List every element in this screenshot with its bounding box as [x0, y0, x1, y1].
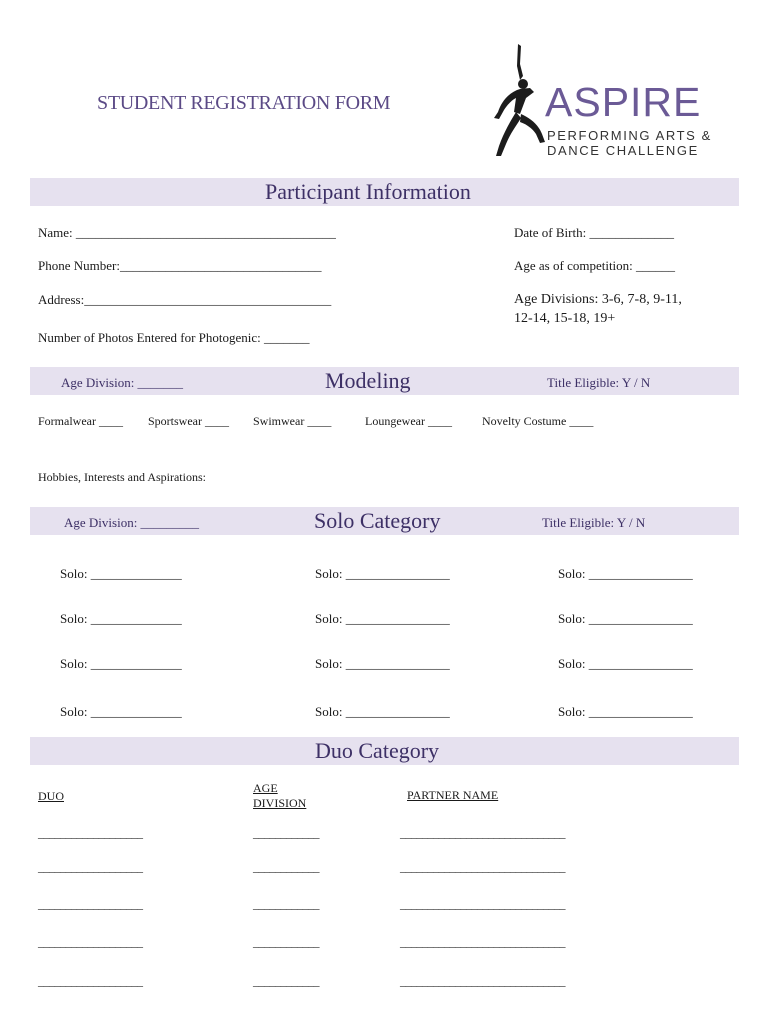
solo-entry[interactable]: Solo: ______________	[60, 611, 182, 626]
solo-entry[interactable]: Solo: ________________	[315, 656, 450, 671]
name-field[interactable]: Name: ________________________________________	[38, 225, 336, 240]
duo-age-input[interactable]: ____________	[253, 860, 319, 874]
solo-section-band	[30, 507, 739, 535]
solo-age-division-field[interactable]: Age Division: _________	[64, 515, 200, 530]
solo-entry[interactable]: Solo: ________________	[558, 704, 693, 719]
solo-entry[interactable]: Solo: ________________	[315, 611, 450, 626]
solo-entry[interactable]: Solo: ______________	[60, 656, 182, 671]
duo-column-header: DUO	[38, 789, 64, 803]
logo-subtitle-line2: DANCE CHALLENGE	[547, 143, 699, 158]
modeling-formalwear[interactable]: Formalwear ____	[38, 414, 123, 428]
solo-entry[interactable]: Solo: ________________	[558, 656, 693, 671]
modeling-section-title: Modeling	[325, 368, 411, 393]
participant-section-title: Participant Information	[265, 179, 471, 204]
solo-entry[interactable]: Solo: ________________	[558, 566, 693, 581]
logo-wordmark: ASPIRE	[545, 79, 702, 125]
duo-age-input[interactable]: ____________	[253, 935, 319, 949]
duo-partner-input[interactable]: ______________________________	[400, 826, 565, 840]
duo-section-band	[30, 737, 739, 765]
duo-name-input[interactable]: ___________________	[38, 935, 143, 949]
participant-section-band	[30, 178, 739, 206]
age-divisions-line2: 12-14, 15-18, 19+	[514, 311, 616, 326]
duo-age-input[interactable]: ____________	[253, 826, 319, 840]
dob-field[interactable]: Date of Birth: _____________	[514, 225, 674, 240]
modeling-novelty-costume[interactable]: Novelty Costume ____	[482, 414, 594, 428]
duo-partner-input[interactable]: ______________________________	[400, 897, 565, 911]
duo-name-input[interactable]: ___________________	[38, 974, 143, 988]
modeling-swimwear[interactable]: Swimwear ____	[253, 414, 332, 428]
solo-entry[interactable]: Solo: ______________	[60, 566, 182, 581]
duo-age-input[interactable]: ____________	[253, 974, 319, 988]
modeling-section-band	[30, 367, 739, 395]
solo-section-title: Solo Category	[314, 508, 441, 533]
modeling-age-division-field[interactable]: Age Division: _______	[61, 375, 184, 390]
duo-partner-input[interactable]: ______________________________	[400, 935, 565, 949]
duo-name-input[interactable]: ___________________	[38, 860, 143, 874]
duo-section-title: Duo Category	[315, 738, 440, 763]
phone-field[interactable]: Phone Number:_______________________________	[38, 258, 322, 273]
duo-partner-input[interactable]: ______________________________	[400, 974, 565, 988]
duo-age-input[interactable]: ____________	[253, 897, 319, 911]
solo-entry[interactable]: Solo: ________________	[558, 611, 693, 626]
solo-entry[interactable]: Solo: ________________	[315, 704, 450, 719]
age-division-header-line2: DIVISION	[253, 796, 307, 810]
duo-partner-input[interactable]: ______________________________	[400, 860, 565, 874]
dancer-silhouette-logo	[490, 42, 552, 160]
modeling-title-eligible[interactable]: Title Eligible: Y / N	[547, 375, 651, 390]
form-title: STUDENT REGISTRATION FORM	[97, 92, 391, 114]
modeling-sportswear[interactable]: Sportswear ____	[148, 414, 229, 428]
logo-subtitle-line1: PERFORMING ARTS &	[547, 128, 712, 143]
solo-entry[interactable]: Solo: ________________	[315, 566, 450, 581]
duo-name-input[interactable]: ___________________	[38, 826, 143, 840]
age-division-header-line1: AGE	[253, 781, 278, 795]
solo-entry[interactable]: Solo: ______________	[60, 704, 182, 719]
modeling-loungewear[interactable]: Loungewear ____	[365, 414, 452, 428]
hobbies-field[interactable]: Hobbies, Interests and Aspirations:	[38, 470, 206, 484]
partner-name-header: PARTNER NAME	[407, 788, 499, 802]
duo-name-input[interactable]: ___________________	[38, 897, 143, 911]
solo-title-eligible[interactable]: Title Eligible: Y / N	[542, 515, 646, 530]
photogenic-photos-field[interactable]: Number of Photos Entered for Photogenic: _______	[38, 330, 310, 345]
age-divisions-line1: Age Divisions: 3-6, 7-8, 9-11,	[514, 292, 682, 307]
age-at-competition-field[interactable]: Age as of competition: ______	[514, 258, 676, 273]
address-field[interactable]: Address:______________________________________	[38, 292, 332, 307]
